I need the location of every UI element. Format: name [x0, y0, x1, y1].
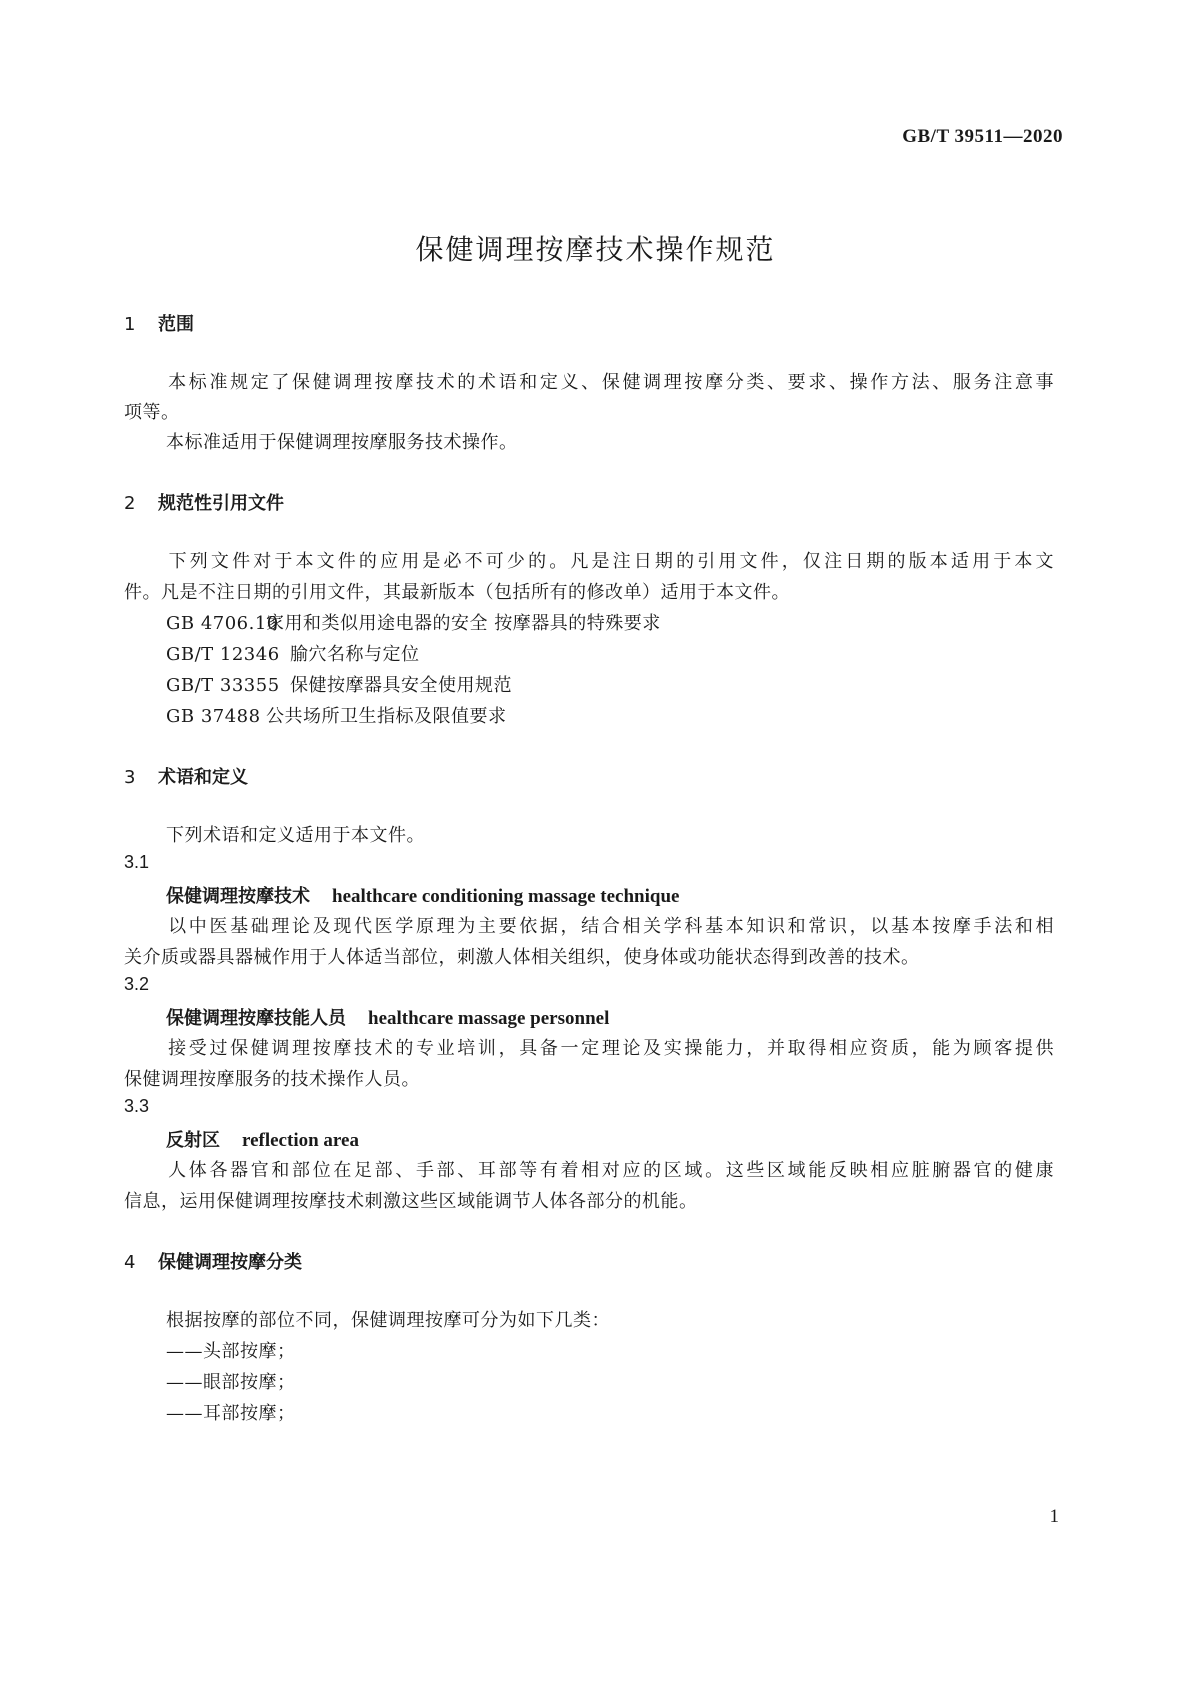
- term-definition-cont: 关介质或器具器械作用于人体适当部位，刺激人体相关组织，使身体或功能状态得到改善的技术。: [124, 947, 920, 968]
- paragraph-line: 人体各器官和部位在足部、手部、耳部等有着相对应的区域。这些区域能反映相应脏腑器官的健康: [166, 1160, 1054, 1181]
- section-number: 2: [124, 493, 136, 514]
- section-3-heading: [124, 763, 248, 789]
- page-number: 1: [1049, 1506, 1059, 1527]
- term-definition: [124, 912, 1054, 938]
- term-number: 3.1: [124, 852, 150, 872]
- section-3-intro: 下列术语和定义适用于本文件。: [166, 825, 425, 846]
- standard-number: GB/T 39511—2020: [902, 126, 1063, 147]
- term-definition: [124, 1034, 1054, 1060]
- section-number: 1: [124, 314, 136, 335]
- list-item: ——耳部按摩；: [166, 1403, 296, 1424]
- term-number: 3.3: [124, 1096, 150, 1116]
- reference-code: GB 4706.10: [166, 613, 279, 634]
- reference-item: [166, 609, 661, 635]
- list-item: ——头部按摩；: [166, 1341, 296, 1362]
- section-title: 范围: [158, 314, 194, 335]
- term-zh: 反射区: [166, 1130, 220, 1151]
- term-number: 3.2: [124, 974, 150, 994]
- term-heading: [166, 1126, 359, 1152]
- section-number: 4: [124, 1252, 136, 1273]
- section-title: 规范性引用文件: [158, 493, 284, 514]
- term-heading: [166, 1004, 609, 1030]
- reference-name: 腧穴名称与定位: [290, 644, 420, 665]
- paragraph-line: 下列文件对于本文件的应用是必不可少的。凡是注日期的引用文件，仅注日期的版本适用于本文: [166, 551, 1054, 572]
- term-zh: 保健调理按摩技术: [166, 886, 310, 907]
- reference-name: 保健按摩器具安全使用规范: [290, 675, 512, 696]
- paragraph-line: 以中医基础理论及现代医学原理为主要依据，结合相关学科基本知识和常识，以基本按摩手法和相: [166, 916, 1054, 937]
- list-item: ——眼部按摩；: [166, 1372, 296, 1393]
- section-2-paragraph-1-cont: 件。凡是不注日期的引用文件，其最新版本（包括所有的修改单）适用于本文件。: [124, 582, 790, 603]
- section-1-heading: [124, 310, 194, 336]
- section-1-paragraph-1: [124, 368, 1054, 394]
- term-heading: [166, 882, 679, 908]
- reference-item: [166, 702, 507, 728]
- section-2-paragraph-1: [124, 547, 1054, 573]
- section-1-paragraph-1-cont: 项等。: [124, 402, 180, 423]
- term-definition-cont: 保健调理按摩服务的技术操作人员。: [124, 1069, 420, 1090]
- section-4-intro: 根据按摩的部位不同，保健调理按摩可分为如下几类：: [166, 1310, 610, 1331]
- term-definition: [124, 1156, 1054, 1182]
- term-zh: 保健调理按摩技能人员: [166, 1008, 346, 1029]
- term-definition-cont: 信息，运用保健调理按摩技术刺激这些区域能调节人体各部分的机能。: [124, 1191, 698, 1212]
- reference-code: GB/T 33355: [166, 675, 280, 696]
- term-en: healthcare conditioning massage technique: [332, 886, 680, 907]
- paragraph-line: 接受过保健调理按摩技术的专业培训，具备一定理论及实操能力，并取得相应资质，能为顾客提供: [166, 1038, 1054, 1059]
- section-title: 术语和定义: [158, 767, 248, 788]
- term-en: healthcare massage personnel: [368, 1008, 610, 1029]
- paragraph-line: 本标准规定了保健调理按摩技术的术语和定义、保健调理按摩分类、要求、操作方法、服务注意事: [166, 372, 1054, 393]
- term-en: reflection area: [242, 1130, 359, 1151]
- reference-name: 家用和类似用途电器的安全 按摩器具的特殊要求: [266, 613, 661, 634]
- section-title: 保健调理按摩分类: [158, 1252, 302, 1273]
- reference-name: 公共场所卫生指标及限值要求: [266, 706, 507, 727]
- reference-item: [166, 640, 420, 666]
- section-1-paragraph-2: 本标准适用于保健调理按摩服务技术操作。: [166, 432, 518, 453]
- reference-code: GB/T 12346: [166, 644, 280, 665]
- document-title: 保健调理按摩技术操作规范: [415, 233, 776, 266]
- section-4-heading: [124, 1248, 302, 1274]
- section-2-heading: [124, 489, 284, 515]
- reference-item: [166, 671, 512, 697]
- section-number: 3: [124, 767, 136, 788]
- reference-code: GB 37488: [166, 706, 261, 727]
